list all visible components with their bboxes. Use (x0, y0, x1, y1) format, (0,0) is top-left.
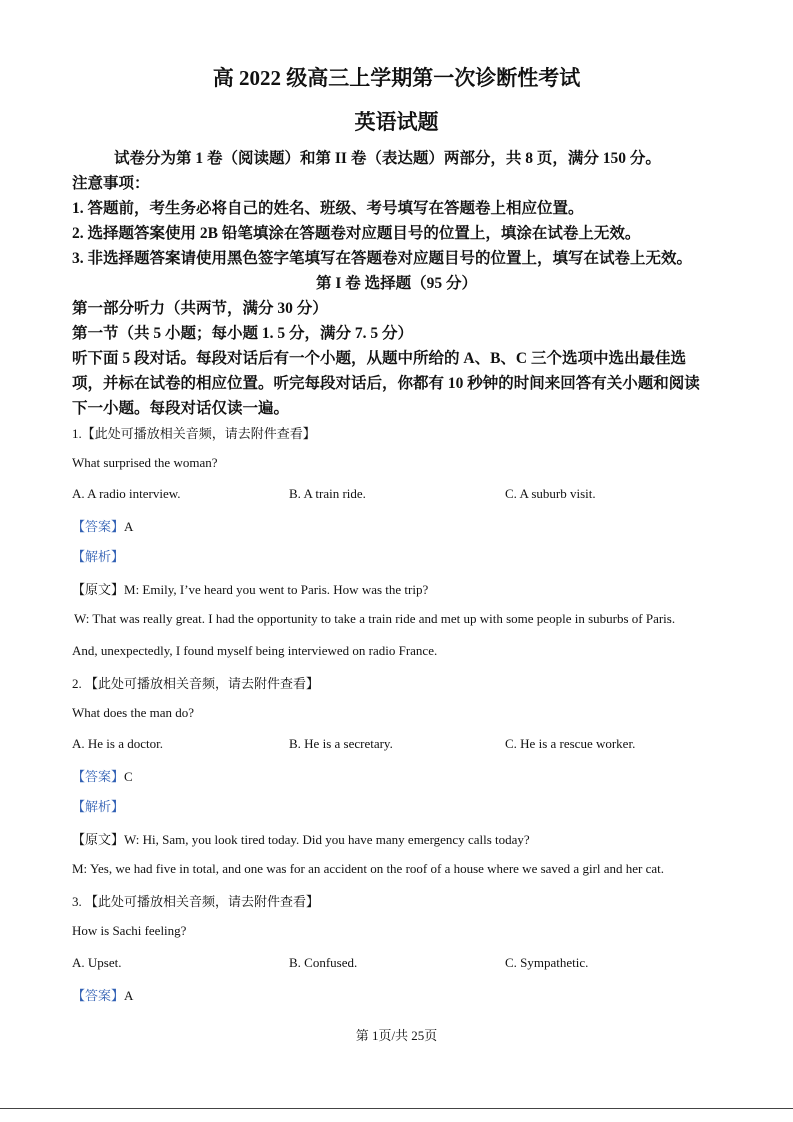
answer-value: A (124, 988, 134, 1003)
question-1-text: What surprised the woman? (72, 455, 218, 470)
q1-option-c: C. A suburb visit. (505, 486, 596, 501)
part-heading: 第一部分听力（共两节，满分 30 分） (72, 300, 328, 317)
answer-value: C (124, 769, 133, 784)
answer-line-1 (72, 516, 133, 535)
answer-line-2 (72, 766, 133, 785)
instruction-line: 听下面 5 段对话。每段对话后有一个小题，从题中所给的 A、B、C 三个选项中选出最佳选 (72, 350, 686, 367)
volume-heading: 第 I 卷 选择题（95 分） (315, 275, 478, 292)
original-text: W: Hi, Sam, you look tired today. Did you have many emergency calls today? (124, 832, 530, 847)
notice-item: 3. 非选择题答案请使用黑色签字笔填写在答题卷对应题目号的位置上，填写在试卷上无效。 (72, 250, 693, 267)
original-tag: 【原文】 (72, 832, 125, 847)
notice-item: 2. 选择题答案使用 2B 铅笔填涂在答题卷对应题目号的位置上，填涂在试卷上无效。 (72, 225, 641, 242)
page-footer: 第 1页/共 25页 (355, 1028, 438, 1043)
original-line (72, 829, 530, 848)
q3-option-c: C. Sympathetic. (505, 955, 589, 970)
audio-link-1[interactable]: 1.【此处可播放相关音频，请去附件查看】 (72, 426, 316, 441)
section-heading: 第一节（共 5 小题；每小题 1. 5 分，满分 7. 5 分） (72, 325, 414, 342)
original-text: And, unexpectedly, I found myself being interviewed on radio France. (72, 643, 438, 658)
original-tag: 【原文】 (72, 582, 125, 597)
instruction-line: 下一小题。每段对话仅读一遍。 (72, 400, 290, 417)
audio-link-3[interactable]: 3. 【此处可播放相关音频，请去附件查看】 (72, 894, 320, 909)
original-text: M: Yes, we had five in total, and one was for an accident on the roof of a house where we saved a girl and her cat. (72, 861, 665, 876)
q3-option-b: B. Confused. (289, 955, 358, 970)
q2-option-c: C. He is a rescue worker. (505, 736, 636, 751)
answer-tag: 【答案】 (72, 769, 125, 784)
bottom-divider (0, 1108, 793, 1109)
q2-option-a: A. He is a doctor. (72, 736, 163, 751)
original-text: W: That was really great. I had the opportunity to take a train ride and met up with some people in suburbs of Paris. (74, 611, 676, 626)
answer-tag: 【答案】 (72, 988, 125, 1003)
notice-heading: 注意事项： (72, 175, 150, 192)
answer-value: A (124, 519, 134, 534)
q3-option-a: A. Upset. (72, 955, 122, 970)
exam-intro: 试卷分为第 1 卷（阅读题）和第 II 卷（表达题）两部分，共 8 页，满分 150 分。 (114, 150, 661, 167)
question-3-text: How is Sachi feeling? (72, 923, 187, 938)
q2-option-b: B. He is a secretary. (289, 736, 393, 751)
q1-option-a: A. A radio interview. (72, 486, 181, 501)
answer-tag: 【答案】 (72, 519, 125, 534)
q1-option-b: B. A train ride. (289, 486, 366, 501)
answer-line-3 (72, 985, 133, 1004)
page-title: 高 2022 级高三上学期第一次诊断性考试 (212, 66, 581, 90)
instruction-line: 项，并标在试卷的相应位置。听完每段对话后，你都有 10 秒钟的时间来回答有关小题和阅读 (72, 375, 700, 392)
notice-item: 1. 答题前，考生务必将自己的姓名、班级、考号填写在答题卷上相应位置。 (72, 200, 584, 217)
original-line (72, 579, 428, 598)
analysis-tag: 【解析】 (72, 799, 125, 814)
page-subtitle: 英语试题 (354, 110, 439, 134)
original-text: M: Emily, I’ve heard you went to Paris. How was the trip? (124, 582, 429, 597)
analysis-tag: 【解析】 (72, 549, 125, 564)
question-2-text: What does the man do? (72, 705, 195, 720)
audio-link-2[interactable]: 2. 【此处可播放相关音频，请去附件查看】 (72, 676, 320, 691)
